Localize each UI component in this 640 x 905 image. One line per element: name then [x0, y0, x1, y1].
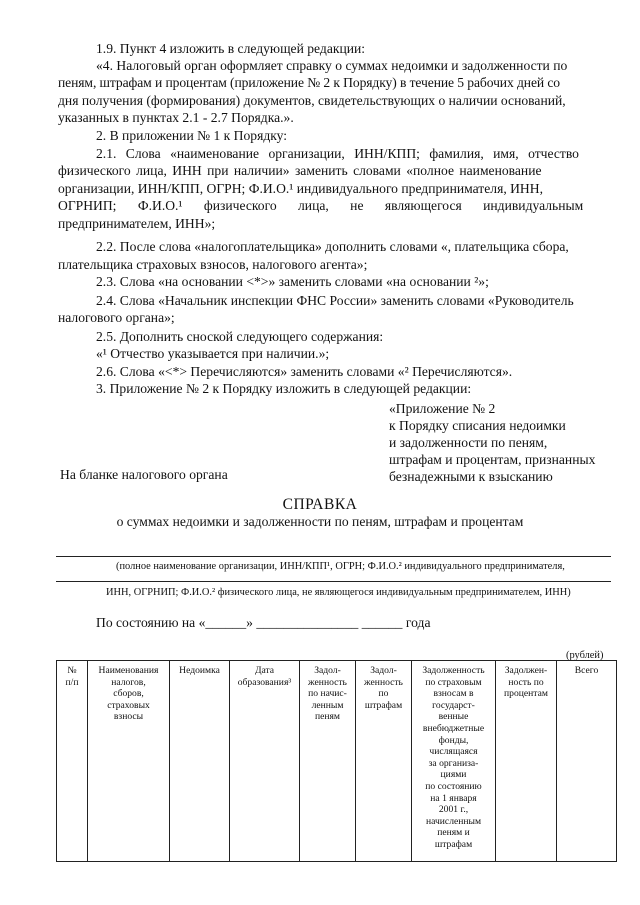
- para-2-1-line: физического лица, ИНН при наличии» заменить словами «полное наименование: [58, 163, 542, 178]
- para-1-9-heading: 1.9. Пункт 4 изложить в следующей редакции:: [96, 41, 366, 56]
- units-label: (рублей): [566, 650, 604, 661]
- col-header-fines: Задол- женность по штрафам: [356, 661, 412, 862]
- appendix-line: «Приложение № 2: [389, 401, 496, 416]
- para-1-9-line: указанных в пунктах 2.1 - 2.7 Порядка.».: [58, 110, 294, 125]
- col-header-number: № п/п: [57, 661, 88, 862]
- appendix-line: и задолженности по пеням,: [389, 435, 548, 450]
- col-header-date: Дата образования³: [230, 661, 300, 862]
- para-2-1-line: организации, ИНН/КПП, ОГРН; Ф.И.О.¹ индивидуального предпринимателя, ИНН,: [58, 181, 543, 196]
- text-fragment: «4. Налоговый орган оформляет справку о суммах недоимки и задолженности по: [96, 58, 568, 73]
- as-of-date-line: По состоянию на «______» _______________ ______ года: [96, 615, 431, 630]
- organization-caption: ИНН, ОГРНИП; Ф.И.О.² физического лица, не являющегося индивидуальным предпринимателем, ИНН): [106, 587, 571, 598]
- col-header-arrears: Недоимка: [170, 661, 230, 862]
- col-header-interest: Задолжен- ность по процентам: [496, 661, 557, 862]
- para-2-1-line: 2.1. Слова «наименование организации, ИНН/КПП; фамилия, имя, отчество: [96, 146, 579, 161]
- para-1-9-line: дня получения (формирования) документов, свидетельствующих о наличии оснований,: [58, 93, 566, 108]
- document-subtitle: о суммах недоимки и задолженности по пеням, штрафам и процентам: [116, 514, 524, 529]
- col-header-penalties: Задол- женность по начис- ленным пеням: [300, 661, 356, 862]
- para-2-5-line: 2.5. Дополнить сноской следующего содержания:: [96, 329, 384, 344]
- para-2-heading: 2. В приложении № 1 к Порядку:: [96, 128, 288, 143]
- para-1-9-line: пеням, штрафам и процентам (приложение № 2 к Порядку) в течение 5 рабочих дней со: [58, 75, 560, 90]
- appendix-line: к Порядку списания недоимки: [389, 418, 566, 433]
- para-2-1-line: предпринимателем, ИНН»;: [58, 216, 216, 231]
- para-2-2-line: плательщика страховых взносов, налогового агента»;: [58, 257, 368, 272]
- organization-caption: (полное наименование организации, ИНН/КПП¹, ОГРН; Ф.И.О.² индивидуального предпринимателя,: [116, 561, 565, 572]
- para-2-3-line: 2.3. Слова «на основании <*>» заменить словами «на основании ²»;: [96, 274, 489, 289]
- blank-label: На бланке налогового органа: [60, 467, 228, 482]
- fill-line-organization-2: [56, 581, 611, 582]
- para-1-9-line: [96, 57, 607, 74]
- para-2-2-line: 2.2. После слова «налогоплательщика» дополнить словами «, плательщика сбора,: [96, 239, 569, 254]
- para-3-line: 3. Приложение № 2 к Порядку изложить в следующей редакции:: [96, 381, 472, 396]
- document-title: СПРАВКА: [282, 496, 358, 513]
- para-2-6-line: 2.6. Слова «<*> Перечисляются» заменить словами «² Перечисляются».: [96, 364, 513, 379]
- col-header-tax-names: Наименования налогов, сборов, страховых взносы: [88, 661, 170, 862]
- fill-line-organization: [56, 556, 611, 557]
- para-2-5-footnote: «¹ Отчество указывается при наличии.»;: [96, 346, 330, 361]
- appendix-line: штрафам и процентам, признанных: [389, 452, 596, 467]
- para-2-4-line: 2.4. Слова «Начальник инспекции ФНС России» заменить словами «Руководитель: [96, 293, 574, 308]
- col-header-total: Всего: [557, 661, 617, 862]
- col-header-insurance-debt: Задолженность по страховым взносам в государст- венные внебюджетные фонды, числящаяся за организа- циями по состоянию на 1 января 2001 г., начисленным пеням и штрафам: [412, 661, 496, 862]
- para-2-1-line: ОГРНИП; Ф.И.О.¹ физического лица, не являющегося индивидуальным: [58, 198, 584, 213]
- para-2-4-line: налогового органа»;: [58, 310, 175, 325]
- appendix-line: безнадежными к взысканию: [389, 469, 553, 484]
- debt-table: [56, 660, 617, 862]
- table-header-row: [57, 661, 617, 862]
